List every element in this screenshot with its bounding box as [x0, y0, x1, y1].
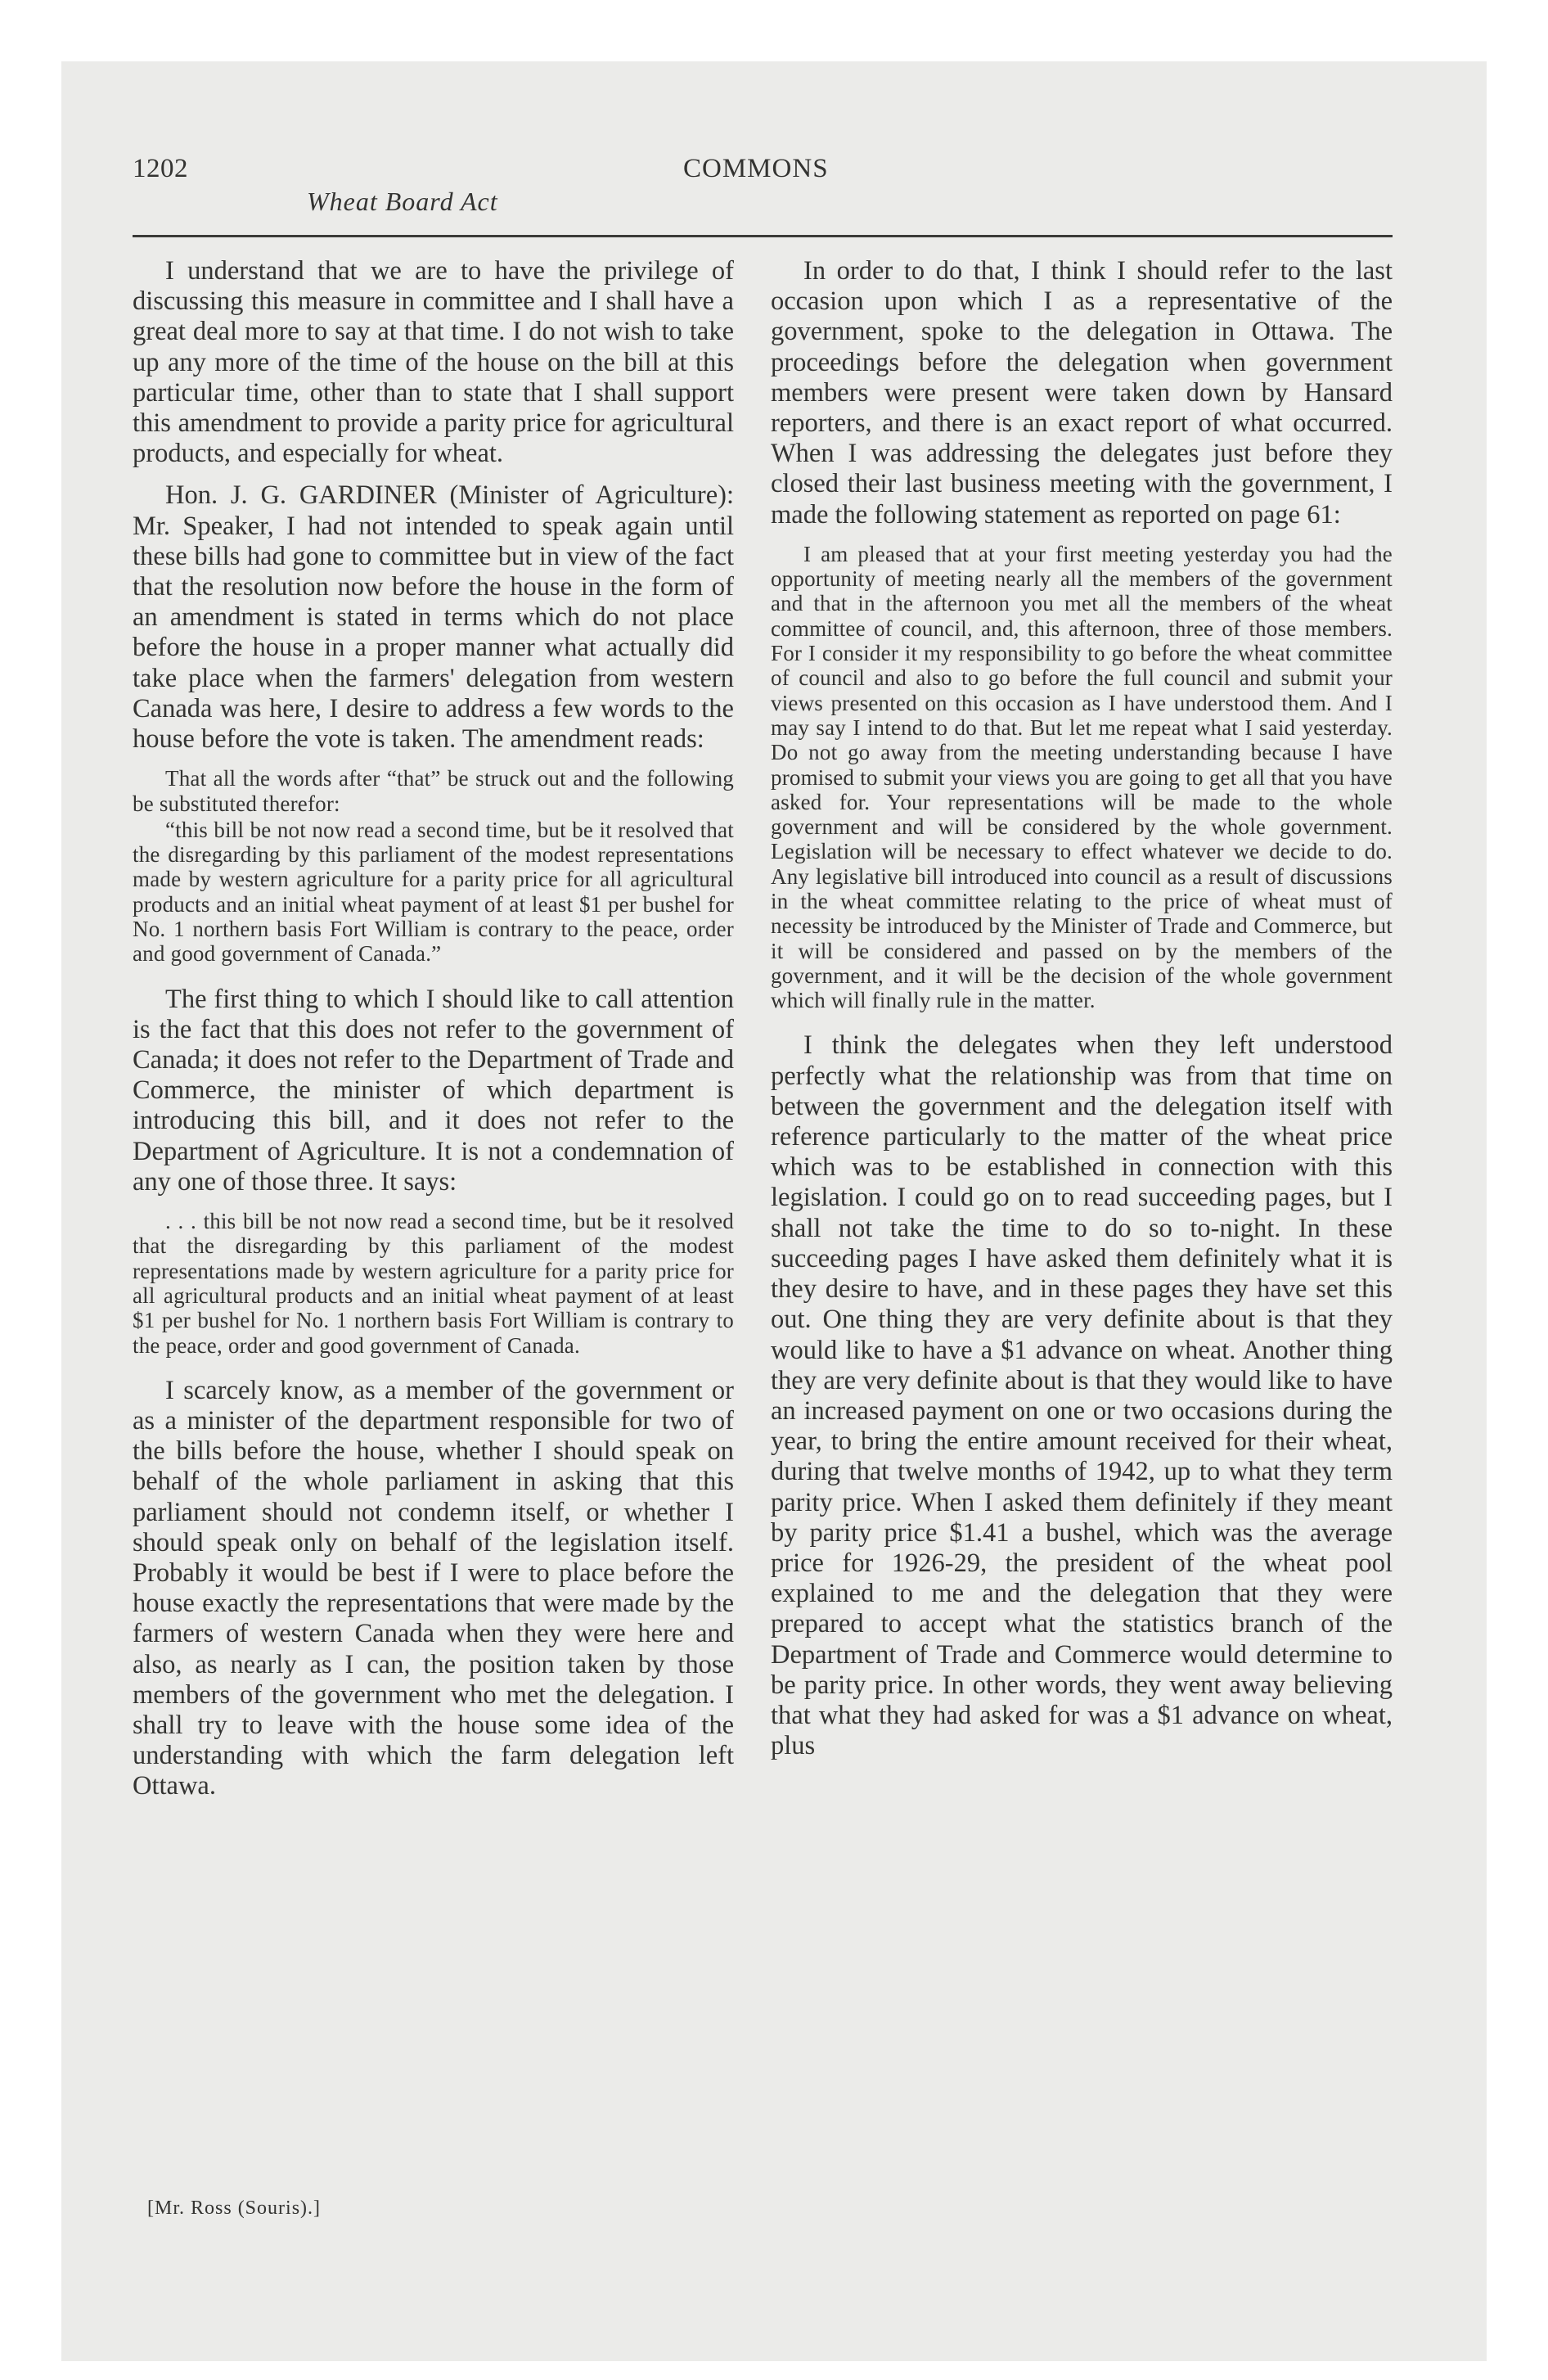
block-quote: “this bill be not now read a second time, but be it resolved that the disregarding by this parliament of the modest representations made by western agriculture for a parity price for all agricultural products and an initial wheat payment of at least $1 per bushel for No. 1 northern basis Fort William is contrary to the peace, order and good government of Canada.” [133, 817, 734, 967]
speaker-reference: [Mr. Ross (Souris).] [147, 2197, 322, 2219]
header-rule [133, 235, 1393, 237]
block-quote: That all the words after “that” be struck out and the following be substituted therefor: [133, 766, 734, 816]
paragraph: I think the delegates when they left understood perfectly what the relationship was from that time on between the government and the delegation itself with reference particularly to the matter of the wheat price which was to be established in connection with this legislation. I could go on to read succeeding pages, but I shall not take the time to do so to-night. In these succeeding pages I have asked them definitely what it is they desire to have, and in these pages they have set this out. One thing they are very definite about is that they would like to have a $1 advance on wheat. Another thing they are very definite about is that they would like to have an increased payment on one or two occasions during the year, to bring the entire amount received for their wheat, during that twelve months of 1942, up to what they term parity price. When I asked them definitely if they meant by parity price $1.41 a bushel, which was the average price for 1926-29, the president of the wheat pool explained to me and the delegation that they were prepared to accept what the statistics branch of the Department of Trade and Commerce would determine to be parity price. In other words, they went away believing that what they had asked for was a $1 advance on wheat, plus [771, 1030, 1393, 1761]
paragraph: In order to do that, I think I should refer to the last occasion upon which I as a representative of the government, spoke to the delegation in Ottawa. The proceedings before the delegation when government members were present were taken down by Hansard reporters, and there is an exact report of what occurred. When I was addressing the delegates just before they closed their last business meeting with the government, I made the following statement as reported on page 61: [771, 256, 1393, 530]
page-number: 1202 [133, 154, 188, 183]
paragraph: I understand that we are to have the privilege of discussing this measure in committee and I shall have a great deal more to say at that time. I do not wish to take up any more of the time of the house on the bill at this particular time, other than to state that I shall support this amendment to provide a parity price for agricultural products, and especially for wheat. [133, 256, 734, 469]
left-column [133, 256, 734, 1802]
paragraph: I scarcely know, as a member of the government or as a minister of the department responsible for two of the bills before the house, whether I should speak on behalf of the whole parliament in asking that this parliament should not condemn itself, or whether I should speak only on behalf of the legislation itself. Probably it would be best if I were to place before the house exactly the representations that were made by the farmers of western Canada when they were here and also, as nearly as I can, the position taken by those members of the government who met the delegation. I shall try to leave with the house some idea of the understanding with which the farm delegation left Ottawa. [133, 1375, 734, 1801]
block-quote: . . . this bill be not now read a second time, but be it resolved that the disregarding by this parliament of the modest representations made by western agriculture for a parity price for all agricultural products and an initial wheat payment of at least $1 per bushel for No. 1 northern basis Fort William is contrary to the peace, order and good government of Canada. [133, 1209, 734, 1358]
topic-heading: Wheat Board Act [307, 187, 498, 216]
right-column [771, 256, 1393, 1761]
block-quote: I am pleased that at your first meeting yesterday you had the opportunity of meeting nearly all the members of the government and that in the afternoon you met all the members of the wheat committee of council, and, this afternoon, three of those members. For I consider it my responsibility to go before the wheat committee of council and also to go before the full council and submit your views presented on this occasion as I have understood them. And I may say I intend to do that. But let me repeat what I said yesterday. Do not go away from the meeting understanding because I have promised to submit your views you are going to get all that you have asked for. Your representations will be made to the whole government and will be considered by the whole government. Legislation will be necessary to effect whatever we decide to do. Any legislative bill introduced into council as a result of discussions in the wheat committee relating to the price of wheat must of necessity be introduced by the Minister of Trade and Commerce, but it will be considered and passed on by the members of the government, and it will be the decision of the whole government which will finally rule in the matter. [771, 541, 1393, 1013]
journal-title: COMMONS [683, 154, 829, 183]
paragraph: The first thing to which I should like to call attention is the fact that this does not refer to the government of Canada; it does not refer to the Department of Trade and Commerce, the minister of which department is introducing this bill, and it does not refer to the Department of Agriculture. It is not a condemnation of any one of those three. It says: [133, 984, 734, 1197]
paragraph: Hon. J. G. GARDINER (Minister of Agriculture): Mr. Speaker, I had not intended to speak again until these bills had gone to committee but in view of the fact that the resolution now before the house in the form of an amendment is stated in terms which do not place before the house in a proper manner what actually did take place when the farmers' delegation from western Canada was here, I desire to address a few words to the house before the vote is taken. The amendment reads: [133, 480, 734, 755]
